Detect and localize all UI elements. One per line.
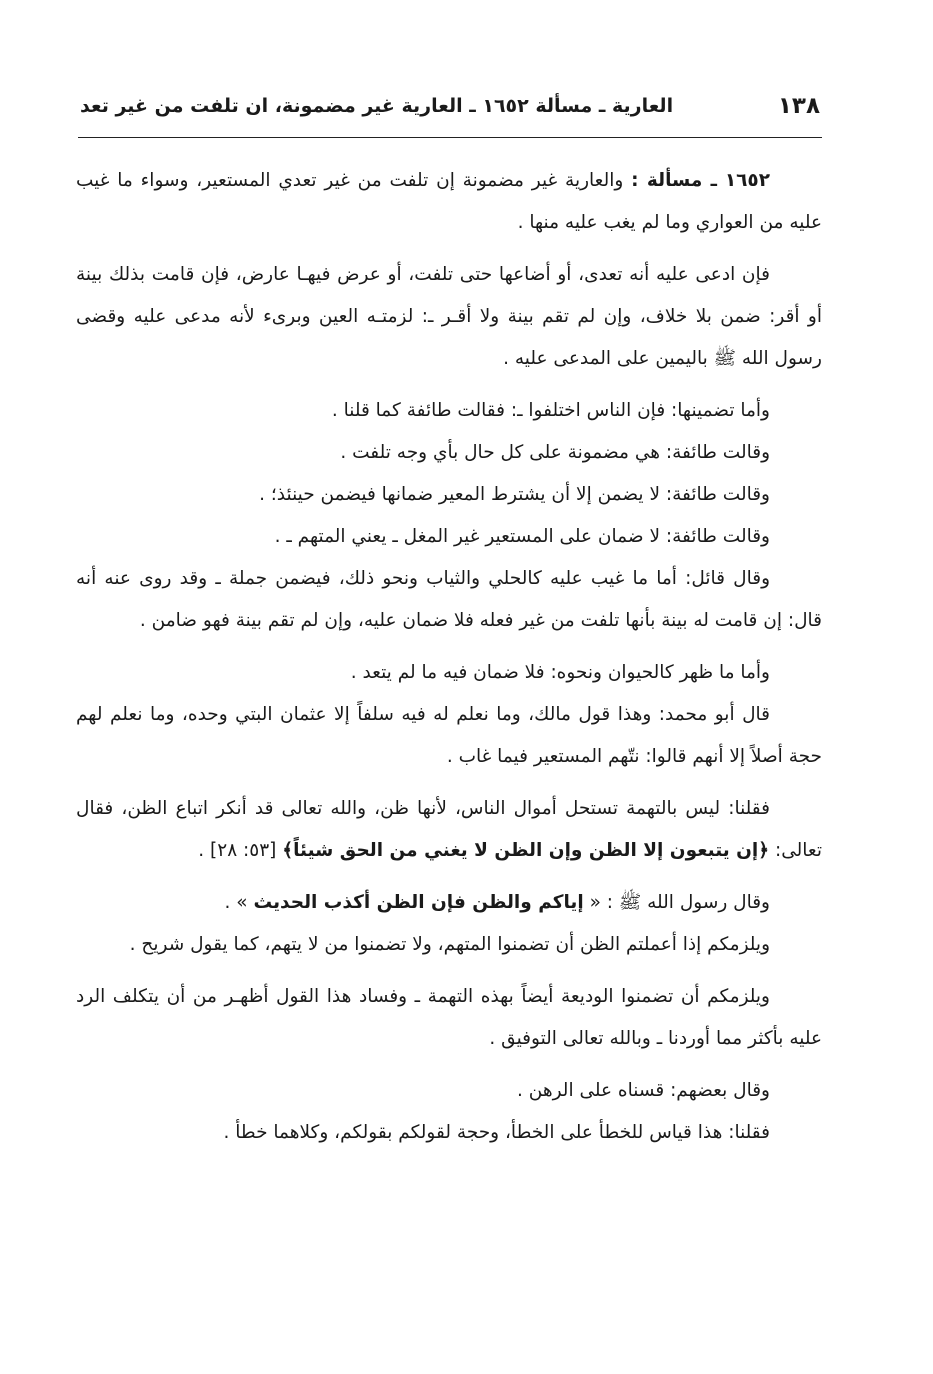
paragraph: فإن ادعى عليه أنه تعدى، أو أضاعها حتى تلفت، أو عرض فيهـا عارض، فإن قامت بذلك بينة أو أقر: ضمن بلا خلاف، وإن لم تقم بينة ولا أقـر ـ: لزمتـه العين وبرىء لأنه مدعى عليه وقضى رسول الله ﷺ باليمين على المدعى عليه . xyxy=(76,264,822,369)
paragraph: فقلنا: هذا قياس للخطأ على الخطأ، وحجة لقولكم بقولكم، وكلاهما خطأ . xyxy=(223,1122,770,1143)
header-divider xyxy=(78,137,822,138)
paragraph-text: وقال رسول الله ﷺ : « xyxy=(583,892,770,913)
paragraph: وأما ما ظهر كالحيوان ونحوه: فلا ضمان فيه ما لم يتعد . xyxy=(350,662,770,683)
running-head: العارية ـ مسألة ١٦٥٢ ـ العارية غير مضمونة، ان تلفت من غير تعد xyxy=(80,95,674,117)
paragraph: وقالت طائفة: لا ضمان على المستعير غير المغل ـ يعني المتهم ـ . xyxy=(274,526,770,547)
paragraph-text: والعارية غير مضمونة إن تلفت من غير تعدي المستعير، وسواء ما غيب عليه من العواري وما لم يغب عليه منها . xyxy=(76,170,822,233)
main-text xyxy=(76,160,822,1154)
paragraph-text: » . xyxy=(224,892,254,913)
paragraph: وقالت طائفة: هي مضمونة على كل حال بأي وجه تلفت . xyxy=(340,442,770,463)
paragraph: ويلزمكم إذا أعملتم الظن أن تضمنوا المتهم، ولا تضمنوا من لا يتهم، كما يقول شريح . xyxy=(129,934,770,955)
paragraph-hadith xyxy=(76,882,822,924)
page-header xyxy=(80,86,820,126)
paragraph: وقال قائل: أما ما غيب عليه كالحلي والثياب ونحو ذلك، فيضمن جملة ـ وقد روى عنه أنه قال: إن قامت له بينة بأنها تلفت من غير فعله فلا ضمان عليه، وإن لم تقم بينة فهو ضامن . xyxy=(76,568,822,631)
verse-reference: [٥٣: ٢٨] . xyxy=(198,840,283,861)
paragraph: وقالت طائفة: لا يضمن إلا أن يشترط المعير ضمانها فيضمن حينئذ؛ . xyxy=(259,484,770,505)
paragraph-text: فقلنا: ليس بالتهمة تستحل أموال الناس، لأنها ظن، والله تعالى قد أنكر اتباع الظن، فقال تعالى: xyxy=(76,798,822,861)
quran-quote: ﴿إن يتبعون إلا الظن وإن الظن لا يغني من الحق شيئاً﴾ xyxy=(282,840,770,861)
paragraph: وأما تضمينها: فإن الناس اختلفوا ـ: فقالت طائفة كما قلنا . xyxy=(331,400,770,421)
paragraph: ويلزمكم أن تضمنوا الوديعة أيضاً بهذه التهمة ـ وفساد هذا القول أظهـر من أن يتكلف الرد عليه بأكثر مما أوردنا ـ وبالله تعالى التوفيق . xyxy=(76,986,822,1049)
paragraph: وقال بعضهم: قسناه على الرهن . xyxy=(517,1080,770,1101)
paragraph-quran-citation xyxy=(76,788,822,872)
paragraph: قال أبو محمد: وهذا قول مالك، وما نعلم له فيه سلفاً إلا عثمان البتي وحده، وما نعلم لهم حجة أصلاً إلا أنهم قالوا: نتّهم المستعير فيما غاب . xyxy=(76,704,822,767)
page-number: ١٣٨ xyxy=(777,93,820,119)
issue-number: ١٦٥٢ xyxy=(724,170,770,191)
issue-label: ـ مسألة : xyxy=(631,170,717,191)
paragraph-issue-1652 xyxy=(76,160,822,244)
hadith-quote: إياكم والظن فإن الظن أكذب الحديث xyxy=(253,892,584,913)
